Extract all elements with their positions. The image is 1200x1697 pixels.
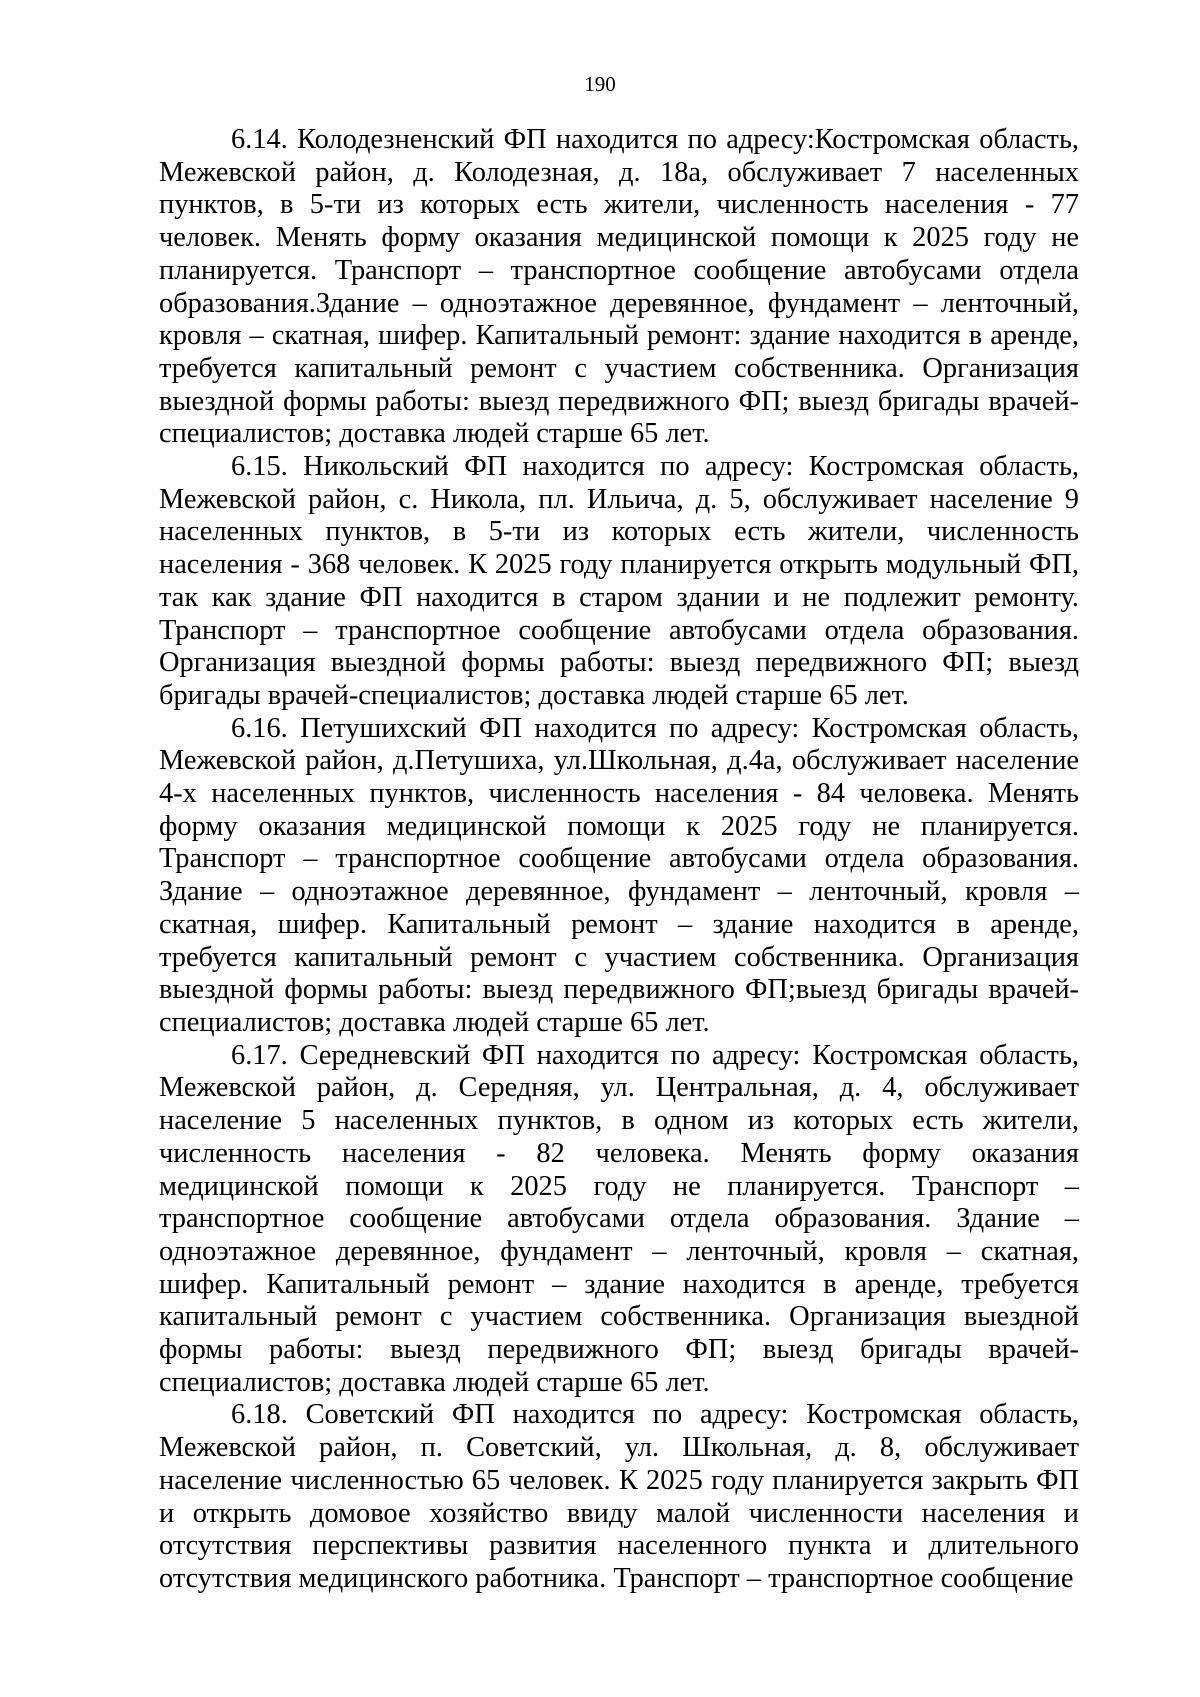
paragraph-6-16: 6.16. Петушихский ФП находится по адресу: Костромская область, Межевской район, д.Петушиха, ул.Школьная, д.4а, обслуживает население 4-х населенных пунктов, численность населения - 84 человека. Менять форму оказания медицинской помощи к 2025 году не планируется. Транспорт – транспортное сообщение автобусами отдела образования. Здание – одноэтажное деревянное, фундамент – ленточный, кровля – скатная, шифер. Капитальный ремонт – здание находится в аренде, требуется капитальный ремонт с участием собственника. Организация выездной формы работы: выезд передвижного ФП;выезд бригады врачей-специалистов; доставка людей старше 65 лет. xyxy=(159,712,1079,1038)
page-number: 190 xyxy=(584,72,616,96)
paragraph-6-14: 6.14. Колодезненский ФП находится по адресу:Костромская область, Межевской район, д. Колодезная, д. 18а, обслуживает 7 населенных пунктов, в 5-ти из которых есть жители, численность населения - 77 человек. Менять форму оказания медицинской помощи к 2025 году не планируется. Транспорт – транспортное сообщение автобусами отдела образования.Здание – одноэтажное деревянное, фундамент – ленточный, кровля – скатная, шифер. Капитальный ремонт: здание находится в аренде, требуется капитальный ремонт с участием собственника. Организация выездной формы работы: выезд передвижного ФП; выезд бригады врачей-специалистов; доставка людей старше 65 лет. xyxy=(159,124,1079,450)
page-body xyxy=(159,124,1079,1596)
paragraph-6-17: 6.17. Середневский ФП находится по адресу: Костромская область, Межевской район, д. Середняя, ул. Центральная, д. 4, обслуживает население 5 населенных пунктов, в одном из которых есть жители, численность населения - 82 человека. Менять форму оказания медицинской помощи к 2025 году не планируется. Транспорт – транспортное сообщение автобусами отдела образования. Здание – одноэтажное деревянное, фундамент – ленточный, кровля – скатная, шифер. Капитальный ремонт – здание находится в аренде, требуется капитальный ремонт с участием собственника. Организация выездной формы работы: выезд передвижного ФП; выезд бригады врачей-специалистов; доставка людей старше 65 лет. xyxy=(159,1039,1079,1398)
paragraph-6-15: 6.15. Никольский ФП находится по адресу: Костромская область, Межевской район, с. Никола, пл. Ильича, д. 5, обслуживает население 9 населенных пунктов, в 5-ти из которых есть жители, численность населения - 368 человек. К 2025 году планируется открыть модульный ФП, так как здание ФП находится в старом здании и не подлежит ремонту. Транспорт – транспортное сообщение автобусами отдела образования. Организация выездной формы работы: выезд передвижного ФП; выезд бригады врачей-специалистов; доставка людей старше 65 лет. xyxy=(159,451,1079,711)
paragraph-6-18: 6.18. Советский ФП находится по адресу: Костромская область, Межевской район, п. Советский, ул. Школьная, д. 8, обслуживает население численностью 65 человек. К 2025 году планируется закрыть ФП и открыть домовое хозяйство ввиду малой численности населения и отсутствия перспективы развития населенного пункта и длительного отсутствия медицинского работника. Транспорт – транспортное сообщение xyxy=(159,1399,1079,1594)
